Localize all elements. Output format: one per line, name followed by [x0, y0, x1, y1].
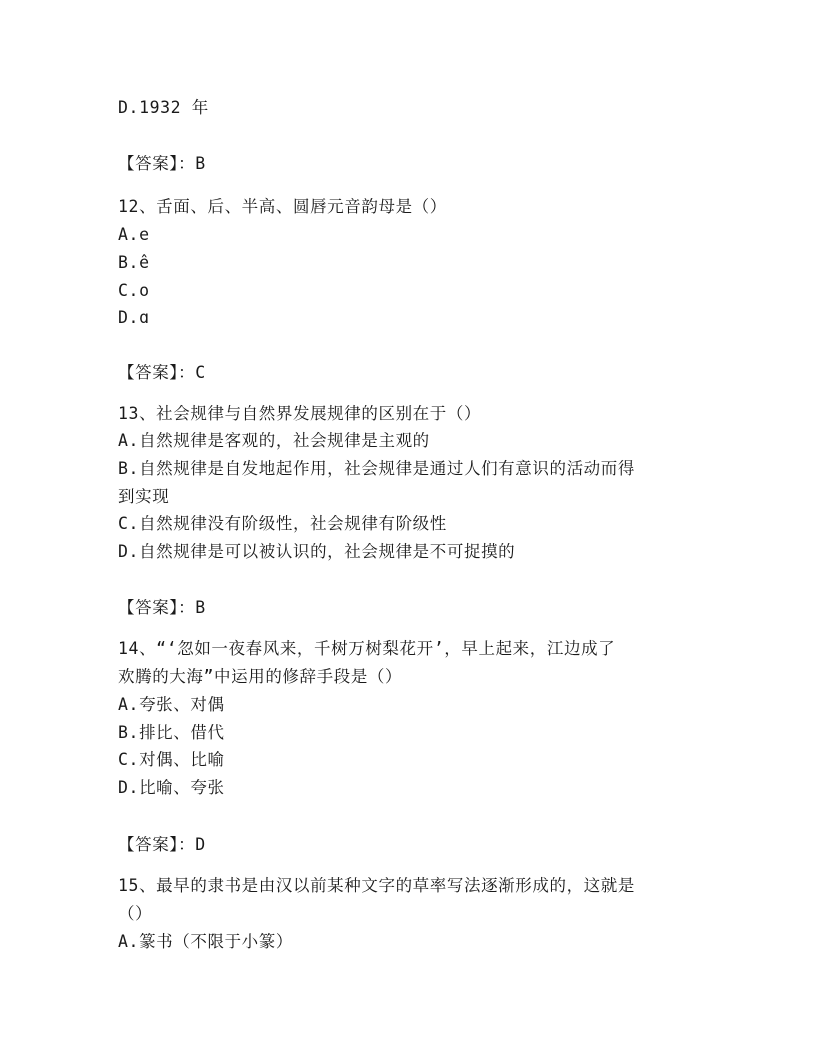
option-c: C.对偶、比喻 [118, 750, 225, 769]
answer-label: 【答案】： [118, 835, 196, 854]
option-b: B.自然规律是自发地起作用，社会规律是通过人们有意识的活动而得 [118, 459, 635, 478]
answer-line [118, 597, 206, 619]
option-a: A.自然规律是客观的，社会规律是主观的 [118, 431, 430, 450]
question-stem: 15、最早的隶书是由汉以前某种文字的草率写法逐渐形成的，这就是 [118, 876, 635, 895]
option-d: D.1932 年 [118, 98, 209, 117]
option-b-continued: 到实现 [118, 487, 170, 506]
answer-label: 【答案】： [118, 363, 196, 382]
answer-value: B [195, 598, 206, 617]
answer-value: C [195, 363, 206, 382]
option-c: C.自然规律没有阶级性，社会规律有阶级性 [118, 514, 447, 533]
option-b: B.排比、借代 [118, 723, 225, 742]
answer-line [118, 362, 206, 384]
answer-line [118, 153, 206, 175]
option-d: D.ɑ [118, 308, 150, 327]
answer-label: 【答案】： [118, 154, 196, 173]
question-stem: 13、社会规律与自然界发展规律的区别在于（） [118, 404, 482, 423]
option-a: A.篆书（不限于小篆） [118, 932, 293, 951]
option-b: B.ê [118, 253, 150, 272]
option-d: D.自然规律是可以被认识的，社会规律是不可捉摸的 [118, 542, 516, 561]
answer-label: 【答案】： [118, 598, 196, 617]
answer-value: B [195, 154, 206, 173]
option-c: C.o [118, 281, 150, 300]
question-stem: 14、“‘忽如一夜春风来，千树万树梨花开’，早上起来，江边成了 [118, 639, 616, 658]
question-stem-continued: 欢腾的大海”中运用的修辞手段是（） [118, 667, 403, 686]
question-stem: 12、舌面、后、半高、圆唇元音韵母是（） [118, 197, 447, 216]
option-a: A.夸张、对偶 [118, 695, 225, 714]
option-d: D.比喻、夸张 [118, 778, 225, 797]
question-stem-continued: （） [118, 904, 153, 923]
option-a: A.e [118, 225, 150, 244]
answer-line [118, 834, 206, 856]
answer-value: D [195, 835, 206, 854]
